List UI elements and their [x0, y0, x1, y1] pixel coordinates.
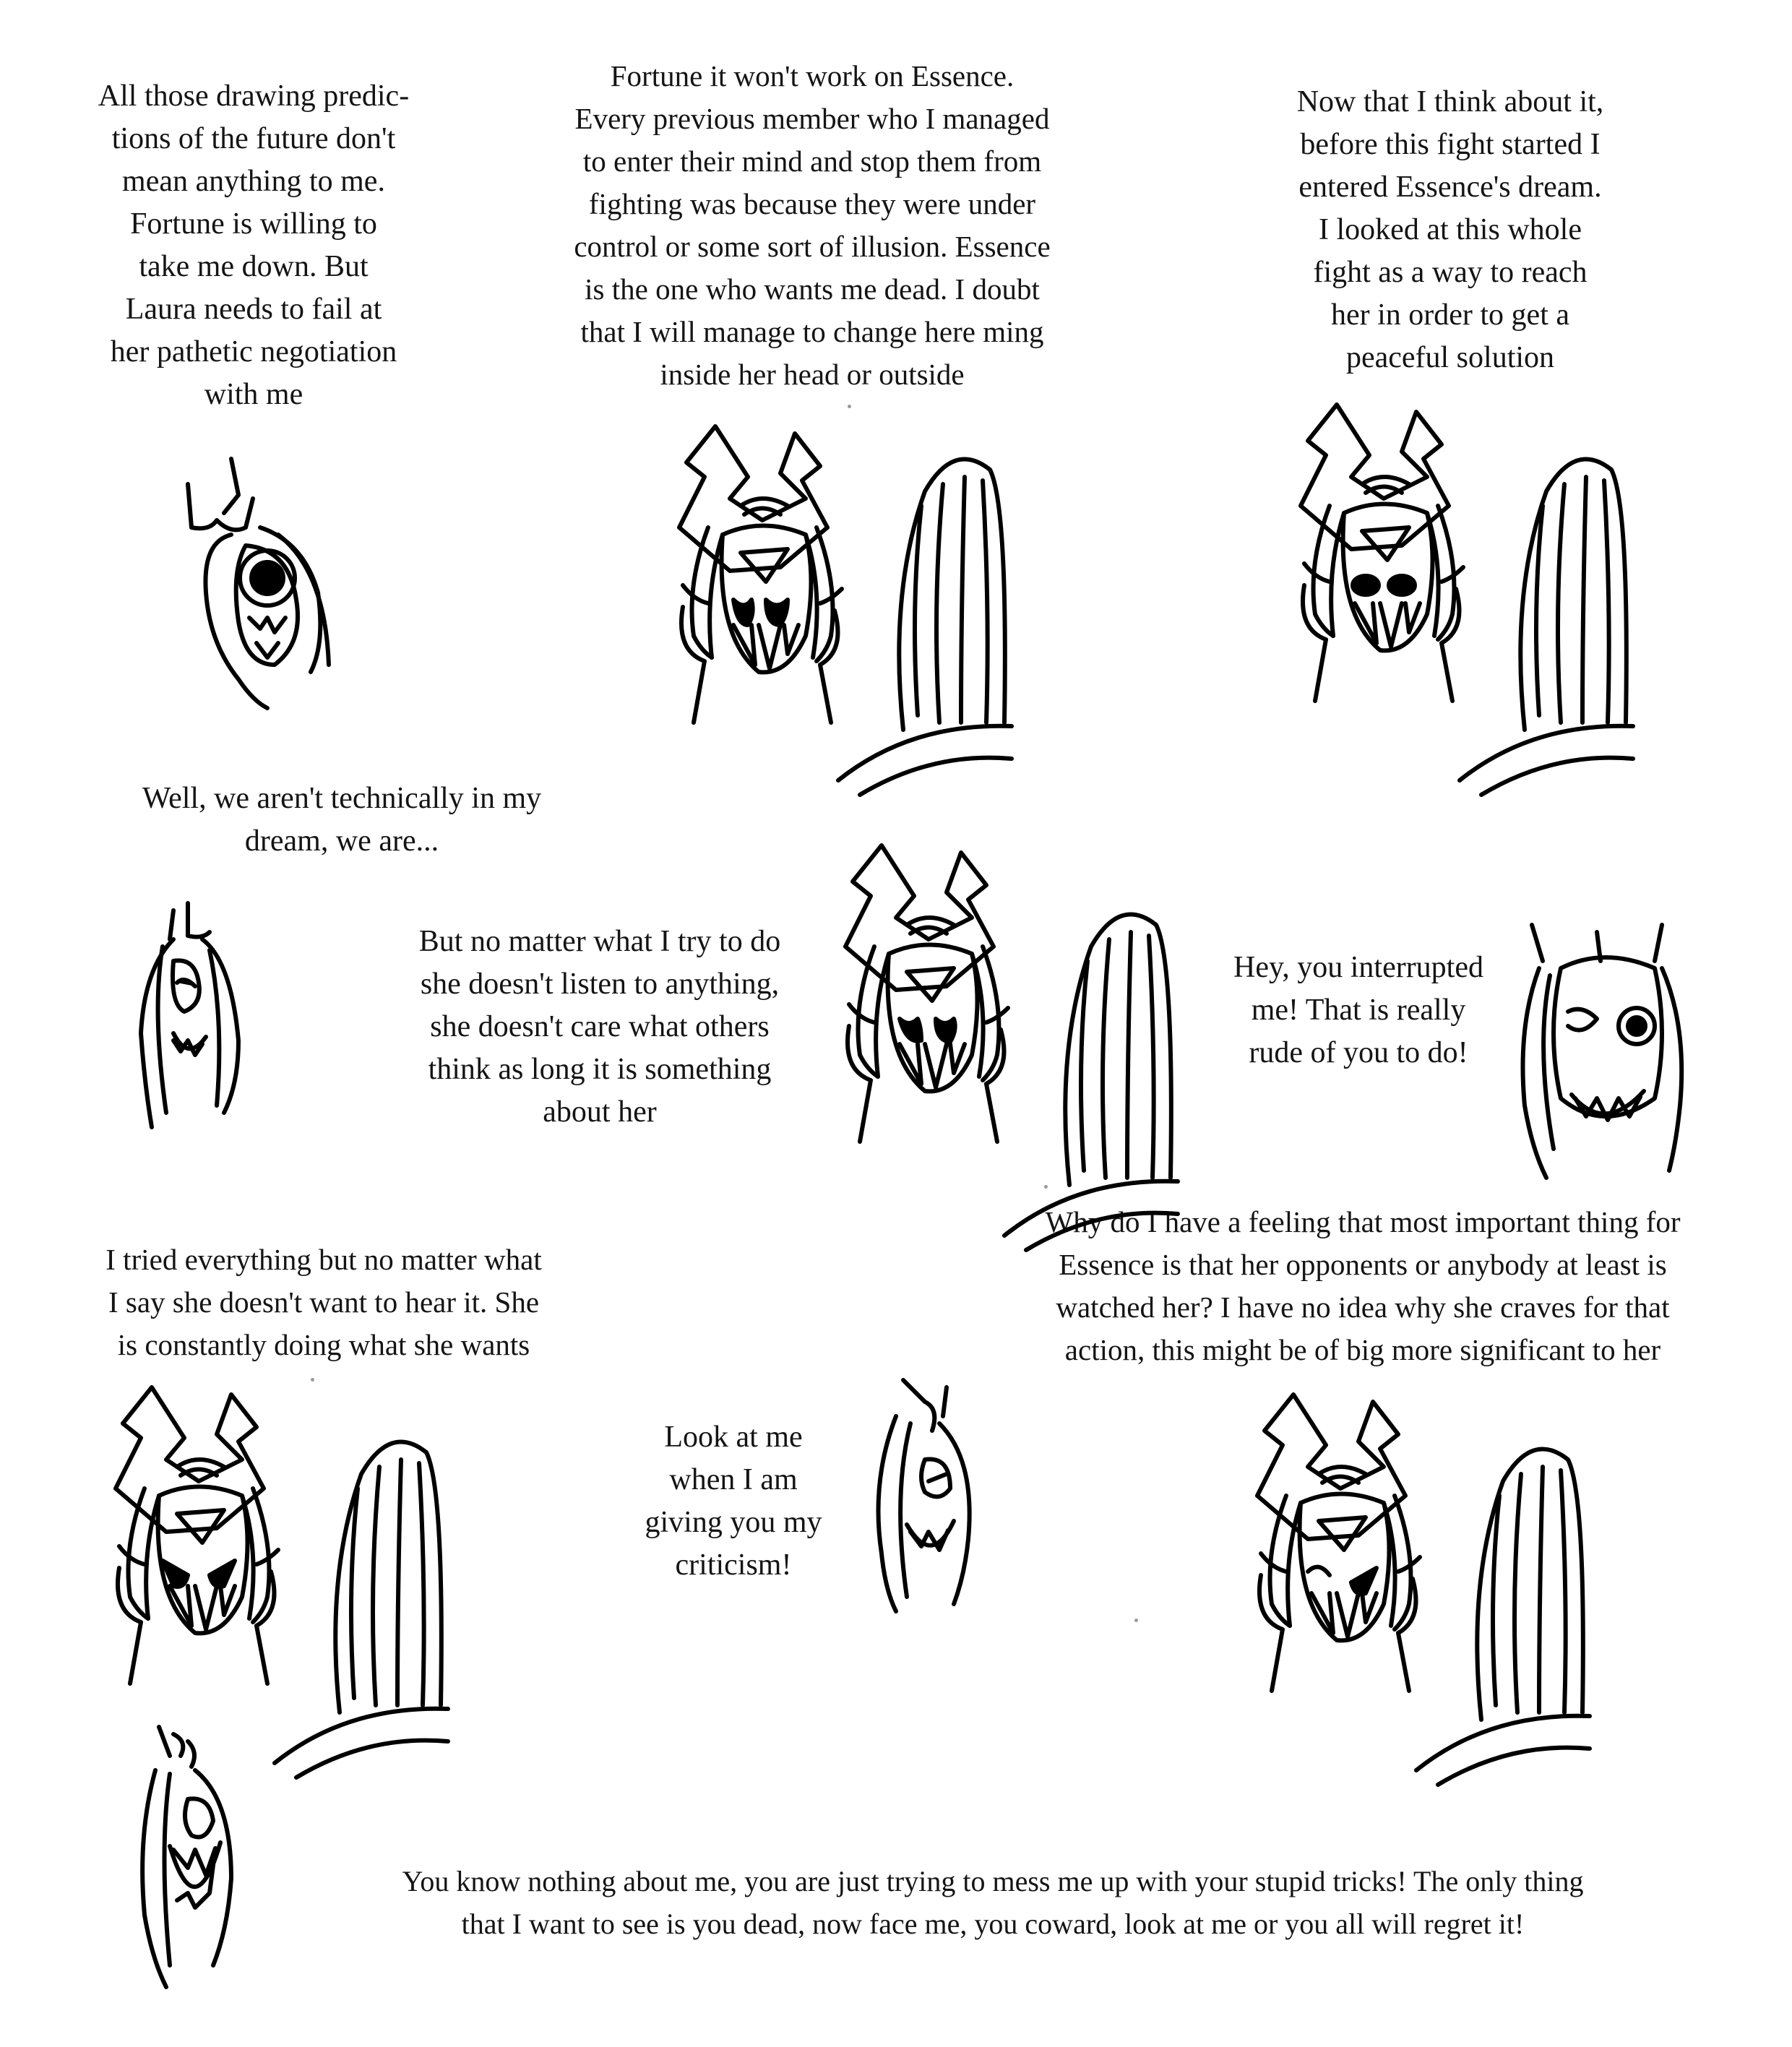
caption-line: Well, we aren't technically in my [142, 782, 542, 815]
caption-line: Why do I have a feeling that most important thing for [1045, 1205, 1681, 1238]
caption-line: Every previous member who I managed [574, 102, 1050, 135]
caption-line: I tried everything but no matter what [105, 1243, 542, 1276]
caption-line: I looked at this whole [1319, 213, 1582, 246]
caption-line: Essence is that her opponents or anybody at least is [1059, 1248, 1667, 1281]
caption-line: control or some sort of illusion. Essence [574, 230, 1051, 263]
caption-line: her pathetic negotiation [110, 335, 397, 369]
caption-line: she doesn't listen to anything, [420, 968, 780, 1001]
caption-line: when I am [669, 1463, 798, 1496]
essence-yell-figure [130, 1720, 260, 1994]
laura-with-essence-figure-2 [1279, 390, 1684, 723]
caption-line: Laura needs to fail at [125, 293, 382, 326]
caption-line: entered Essence's dream. [1298, 171, 1602, 204]
caption-line: I say she doesn't want to hear it. She [108, 1285, 540, 1319]
caption-line: to enter their mind and stop them from [582, 145, 1042, 178]
paper-speck [848, 405, 851, 408]
caption-line: me! That is really [1251, 994, 1466, 1027]
caption-look-at-me [629, 1416, 838, 1587]
caption-line: Now that I think about it, [1296, 85, 1604, 118]
caption-line: take me down. But [139, 250, 369, 283]
caption-line: about her [543, 1095, 657, 1129]
caption-line: with me [204, 378, 303, 411]
caption-line: dream, we are... [244, 824, 439, 858]
caption-fortune-predictions [72, 75, 435, 416]
essence-side-glance-figure [130, 896, 260, 1134]
caption-line: that I will manage to change here ming [580, 315, 1044, 348]
caption-line: inside her head or outside [660, 358, 965, 391]
laura-with-essence-figure-1 [658, 412, 1062, 744]
paper-speck [1044, 1185, 1048, 1189]
caption-line: Hey, you interrupted [1233, 951, 1483, 984]
caption-line: is constantly doing what she wants [117, 1328, 530, 1361]
caption-line: is the one who wants me dead. I doubt [585, 272, 1040, 306]
caption-line: tions of the future don't [111, 122, 396, 155]
caption-not-my-dream [116, 777, 568, 863]
essence-side-grin-figure [867, 1373, 990, 1619]
caption-line: that I want to see is you dead, now face me, you coward, look at me or you all will regret it! [461, 1908, 1525, 1940]
caption-line: watched her? I have no idea why she craves for that [1056, 1290, 1670, 1324]
caption-line: fight as a way to reach [1313, 256, 1588, 289]
essence-shouting-figure [1517, 918, 1691, 1192]
caption-interrupted [1214, 947, 1503, 1074]
laura-with-essence-figure-3 [824, 831, 1228, 1163]
caption-line: her in order to get a [1330, 298, 1570, 332]
caption-know-nothing [289, 1860, 1697, 1945]
caption-tried-everything [65, 1238, 582, 1366]
caption-line: mean anything to me. [122, 165, 385, 198]
caption-line: action, this might be of big more significant to her [1064, 1333, 1661, 1366]
caption-line: Look at me [664, 1421, 803, 1454]
laura-with-essence-figure-5 [1236, 1380, 1640, 1712]
paper-speck [311, 1378, 314, 1382]
caption-line: peaceful solution [1345, 341, 1555, 374]
caption-line: All those drawing predic- [98, 79, 410, 113]
caption-line: giving you my [645, 1506, 822, 1539]
caption-line: criticism! [675, 1548, 792, 1582]
caption-line: rude of you to do! [1249, 1036, 1468, 1069]
paper-speck [1134, 1619, 1138, 1622]
laura-with-essence-figure-4 [94, 1373, 499, 1705]
caption-feeling [994, 1201, 1731, 1371]
caption-doesnt-listen [390, 921, 809, 1134]
caption-line: Fortune is willing to [130, 207, 377, 241]
caption-line: she doesn't care what others [430, 1010, 770, 1043]
caption-wont-work [538, 55, 1087, 396]
caption-line: You know nothing about me, you are just trying to mess me up with your stupid tricks! The only thing [402, 1865, 1584, 1897]
caption-line: before this fight started I [1300, 128, 1601, 161]
caption-entered-dream [1270, 81, 1631, 379]
caption-line: think as long it is something [428, 1053, 772, 1086]
caption-line: fighting was because they were under [588, 187, 1036, 220]
essence-spiral-eye-figure [159, 455, 347, 715]
caption-line: Fortune it won't work on Essence. [610, 59, 1015, 92]
caption-line: But no matter what I try to do [418, 925, 781, 958]
